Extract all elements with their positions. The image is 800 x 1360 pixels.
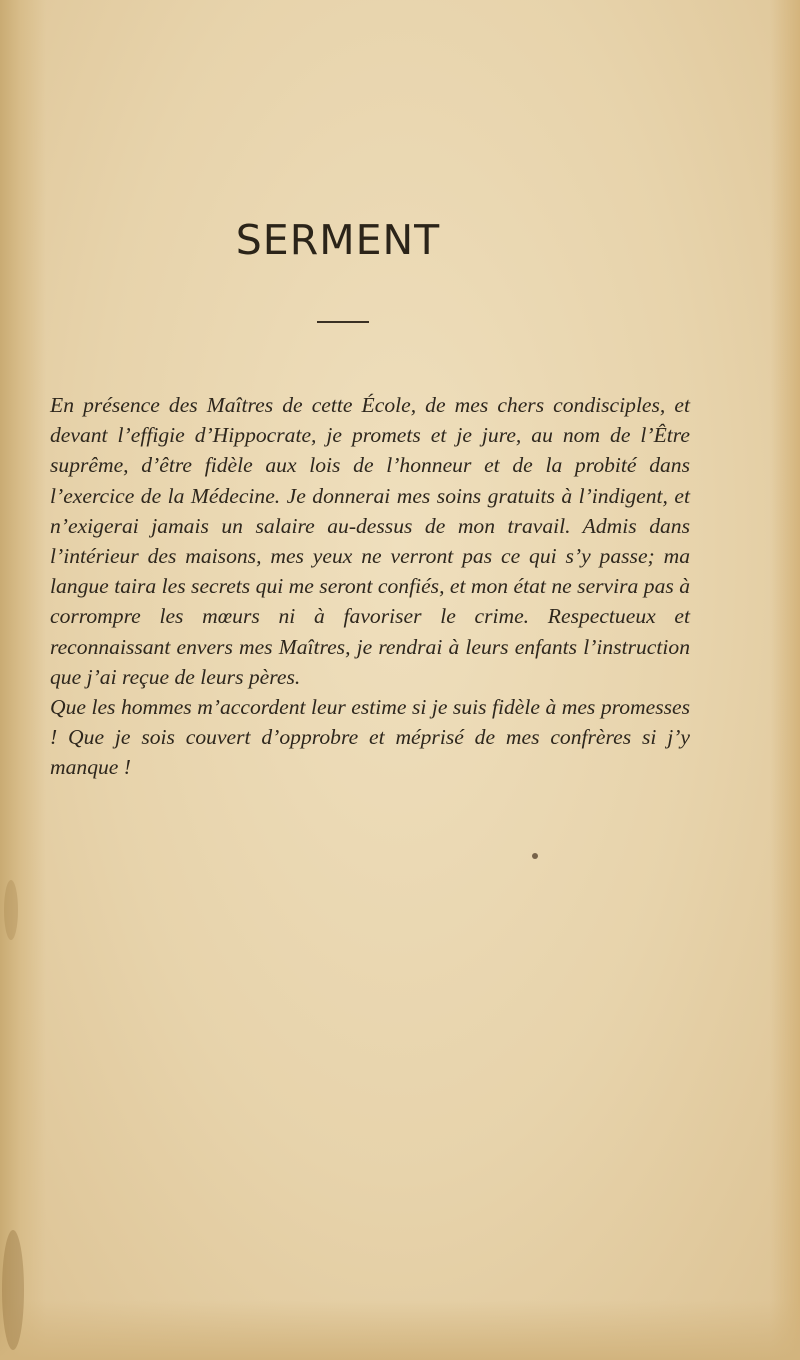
- paper-stain: [2, 1230, 24, 1350]
- paper-stain: [4, 880, 18, 940]
- oath-closing-paragraph: Que les hommes m’accordent leur estime si je suis fidèle à mes promesses ! Que je sois couvert d’opprobre et méprisé de mes confrères si j’y manque !: [50, 695, 690, 780]
- aged-left-edge: [0, 0, 46, 1360]
- aged-right-edge: [770, 0, 800, 1360]
- title-divider: [317, 321, 369, 323]
- oath-text: [50, 390, 690, 783]
- page-title: SERMENT: [235, 216, 441, 264]
- ink-speck: [532, 853, 538, 859]
- aged-bottom-edge: [0, 1300, 800, 1360]
- oath-paragraph: En présence des Maîtres de cette École, de mes chers condisciples, et devant l’effigie d’Hippocrate, je promets et je jure, au nom de l’Être suprême, d’être fidèle aux lois de l’honneur et de la probité dans l’exercice de la Médecine. Je donnerai mes soins gratuits à l’indigent, et n’exigerai jamais un salaire au-dessus de mon travail. Admis dans l’intérieur des maisons, mes yeux ne verront pas ce qui s’y passe; ma langue taira les secrets qui me seront confiés, et mon état ne servira pas à corrompre les mœurs ni à favoriser le crime. Respectueux et reconnaissant envers mes Maîtres, je rendrai à leurs enfants l’instruction que j’ai reçue de leurs pères.: [50, 393, 690, 689]
